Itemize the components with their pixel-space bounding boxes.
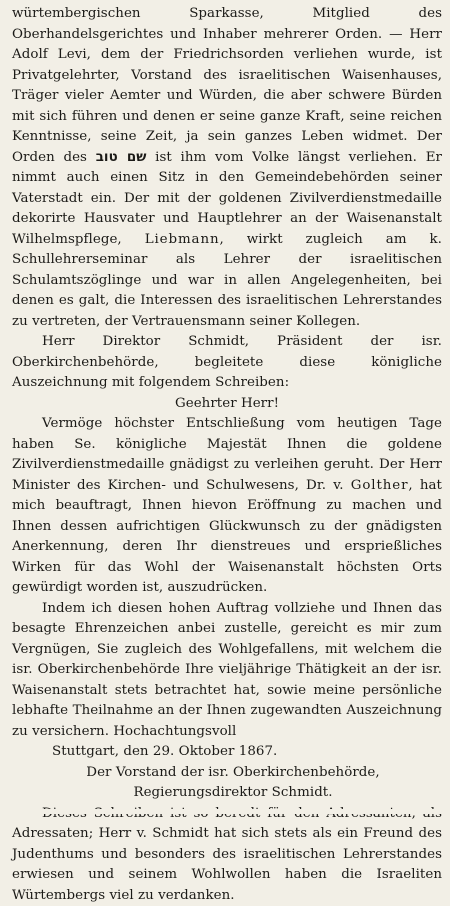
paragraph-text: , wirkt zugleich am k. Schullehrerseminar als Lehrer der israelitischen Schulamtszöglinge und war in allen Angelegenheiten, bei denen es galt, die Interessen des israelitischen Lehrerstandes zu vertreten, der Vertrauensmann seiner Kollegen. bbox=[12, 232, 442, 329]
name-golther: Golther bbox=[351, 478, 409, 493]
name-liebmann: Liebmann bbox=[145, 232, 220, 247]
article-paragraph-closing: Adressaten; Herr v. Schmidt hat sich stets als ein Freund des Judenthums und besonders des israelitischen Lehrerstandes erwiesen und seinem Wohlwollen haben die Israeliten Würtembergs viel zu verdanken. bbox=[12, 804, 442, 906]
letter-greeting: Geehrter Herr! bbox=[12, 394, 442, 415]
hebrew-phrase: שם טוב bbox=[96, 150, 147, 165]
article-paragraph-honors bbox=[12, 4, 442, 332]
page-bottom-edge bbox=[0, 809, 450, 814]
letter-paragraph-2: Indem ich diesen hohen Auftrag vollziehe und Ihnen das besagte Ehrenzeichen anbei zustelle, gereicht es mir zum Vergnügen, Sie zugleich des Wohlgefallens, mit welchem die isr. Oberkirchenbehörde Ihre vieljährige Thätigkeit an der isr. Waisenanstalt stets betrachtet hat, sowie meine persönliche lebhafte Theilnahme an der Ihnen zugewandten Auszeichnung zu versichern. Hochachtungsvoll bbox=[12, 599, 442, 743]
paragraph-text: , hat mich beauftragt, Ihnen hievon Eröffnung zu machen und Ihnen dessen aufrichtigen Glückwunsch zu der gnädigsten Anerkennung, deren Ihr dienstreues und ersprießliches Wirken für das Wohl der Waisenanstalt höchsten Orts gewürdigt worden ist, auszudrücken. bbox=[12, 478, 442, 596]
article-paragraph-intro-letter bbox=[12, 332, 442, 394]
signature-line-1: Der Vorstand der isr. Oberkirchenbehörde, bbox=[12, 763, 442, 784]
signature-line-2: Regierungsdirektor Schmidt. bbox=[12, 783, 442, 804]
letter-paragraph-1 bbox=[12, 414, 442, 599]
paragraph-text: ist ihm vom Volke längst verliehen. Er nimmt auch einen Sitz in den Gemeindebehörden seiner Vaterstadt ein. Der mit der goldenen Zivilverdienstmedaille dekorirte Hausvater und Hauptlehrer an der Waisenanstalt Wilhelmspflege, bbox=[12, 150, 442, 247]
letter-dateline: Stuttgart, den 29. Oktober 1867. bbox=[12, 742, 442, 763]
paragraph-text: Herr Direktor Schmidt, Präsident der isr. Oberkirchenbehörde, begleitete diese königliche Auszeichnung mit folgendem Schreiben: bbox=[12, 334, 442, 390]
paragraph-text: Vermöge höchster Entschließung vom heutigen Tage haben Se. königliche Majestät Ihnen die goldene Zivilverdienstmedaille gnädigst zu verleihen geruht. Der Herr Minister des Kirchen- und Schulwesens, Dr. v. bbox=[12, 416, 442, 493]
paragraph-text: würtembergischen Sparkasse, Mitglied des Oberhandelsgerichtes und Inhaber mehrerer Orden. — Herr Adolf Levi, dem der Friedrichsorden verliehen wurde, ist Privatgelehrter, Vorstand des israelitischen Waisenhauses, Träger vieler Aemter und Würden, die aber schwere Bürden mit sich führen und denen er seine ganze Kraft, seine reichen Kenntnisse, seine Zeit, ja sein ganzes Leben widmet. Der Orden des bbox=[12, 6, 442, 165]
